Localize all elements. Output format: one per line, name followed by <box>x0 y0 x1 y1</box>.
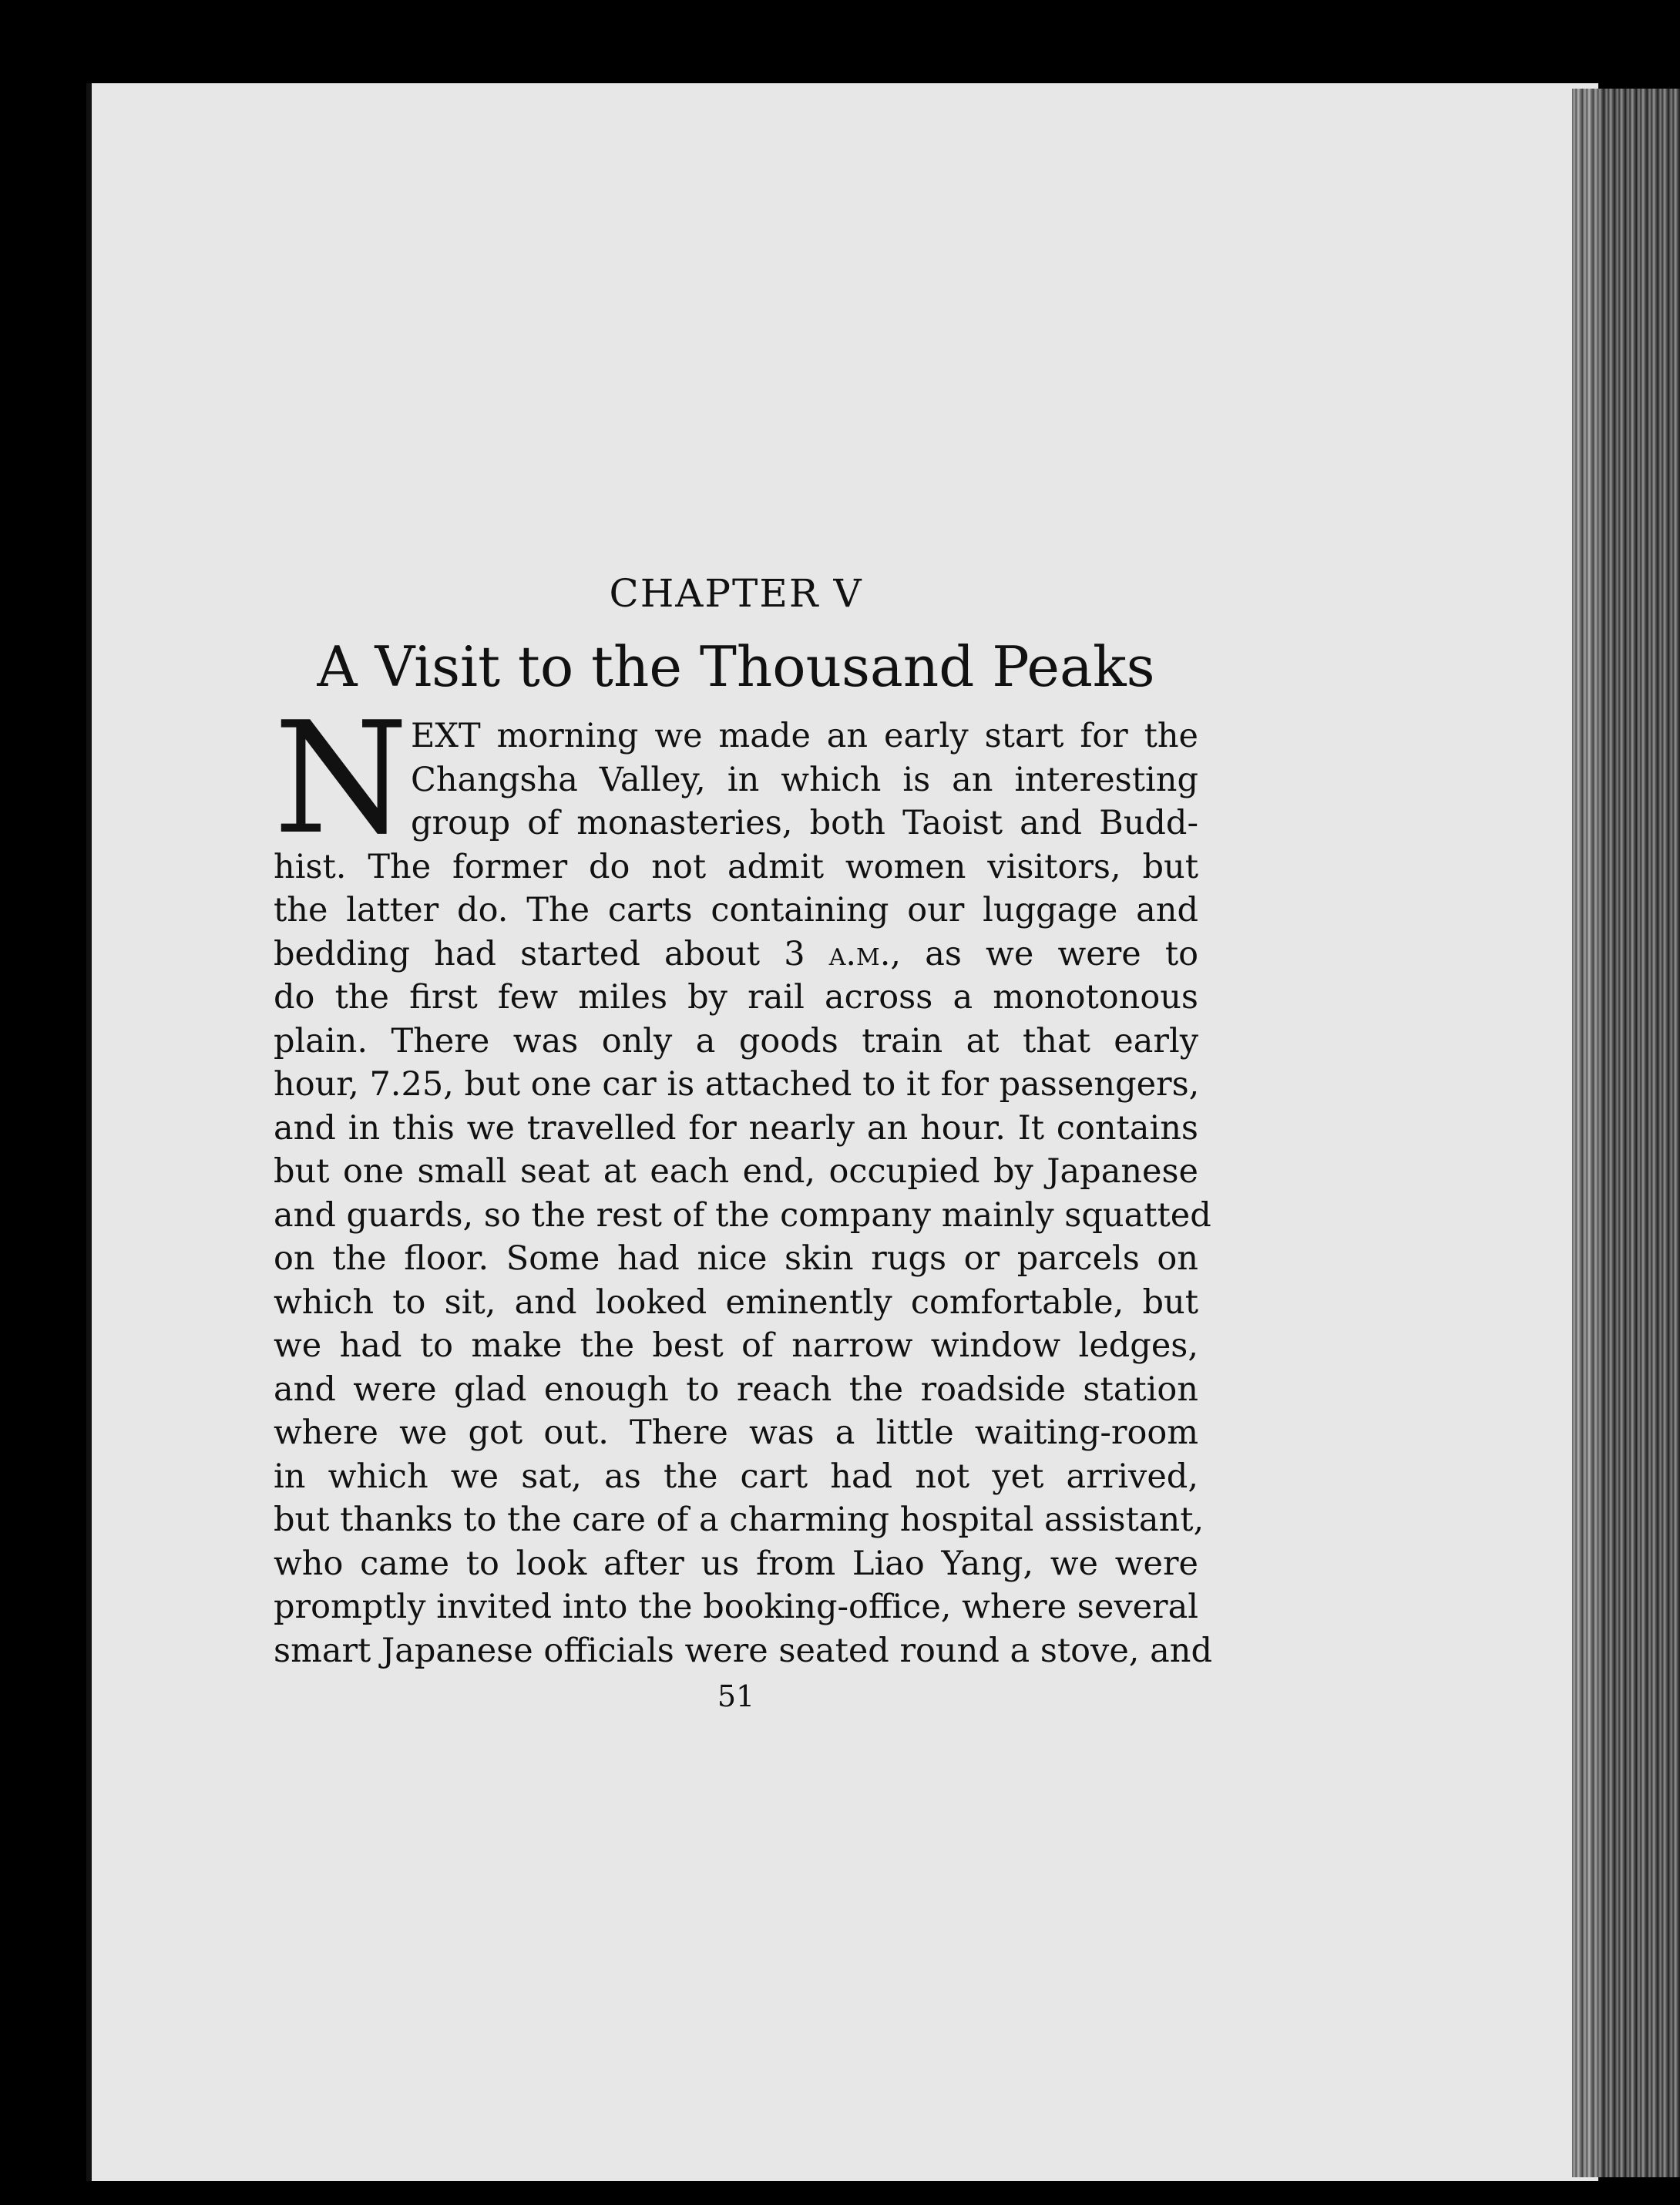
text-line: hist. The former do not admit women visitors, but <box>274 847 1198 886</box>
text-line: promptly invited into the booking-office, where several <box>274 1588 1198 1626</box>
text-line: we had to make the best of narrow window ledges, <box>274 1326 1198 1365</box>
text-line: and in this we travelled for nearly an hour. It contains <box>274 1108 1198 1148</box>
text-line: and guards, so the rest of the company mainly squatted <box>274 1195 1211 1235</box>
chapter-heading: CHAPTER V <box>609 571 863 616</box>
text-line: group of monasteries, both Taoist and Budd- <box>411 804 1198 842</box>
body-text <box>274 689 1212 1672</box>
text-line: the latter do. The carts containing our luggage and <box>274 891 1198 929</box>
text-block <box>274 566 1212 1716</box>
text-line: which to sit, and looked eminently comfortable, but <box>274 1282 1198 1322</box>
text-line: where we got out. There was a little waiting-room <box>274 1413 1198 1452</box>
drop-cap: N <box>274 689 408 869</box>
text-line: but one small seat at each end, occupied by Japanese <box>274 1152 1198 1191</box>
text-line: EXT morning we made an early start for the <box>411 717 1198 755</box>
text-line: but thanks to the care of a charming hospital assistant, <box>274 1501 1205 1539</box>
text-line: who came to look after us from Liao Yang, we were <box>274 1544 1198 1583</box>
text-line: smart Japanese officials were seated round a stove, and <box>274 1631 1212 1670</box>
text-line: hour, 7.25, but one car is attached to it for passengers, <box>274 1065 1200 1104</box>
text-line: on the floor. Some had nice skin rugs or parcels on <box>274 1239 1198 1278</box>
text-line: do the first few miles by rail across a monotonous <box>274 978 1198 1017</box>
text-line: plain. There was only a goods train at that early <box>274 1021 1198 1060</box>
page-edges <box>1572 89 1680 2177</box>
text-line: bedding had started about 3 a.m., as we were to <box>274 934 1198 973</box>
page-number: 51 <box>717 1679 755 1713</box>
text-line: Changsha Valley, in which is an interesting <box>411 760 1198 799</box>
text-line: in which we sat, as the cart had not yet arrived, <box>274 1457 1198 1496</box>
chapter-title: A Visit to the Thousand Peaks <box>317 634 1155 699</box>
text-line: and were glad enough to reach the roadside station <box>274 1370 1198 1409</box>
